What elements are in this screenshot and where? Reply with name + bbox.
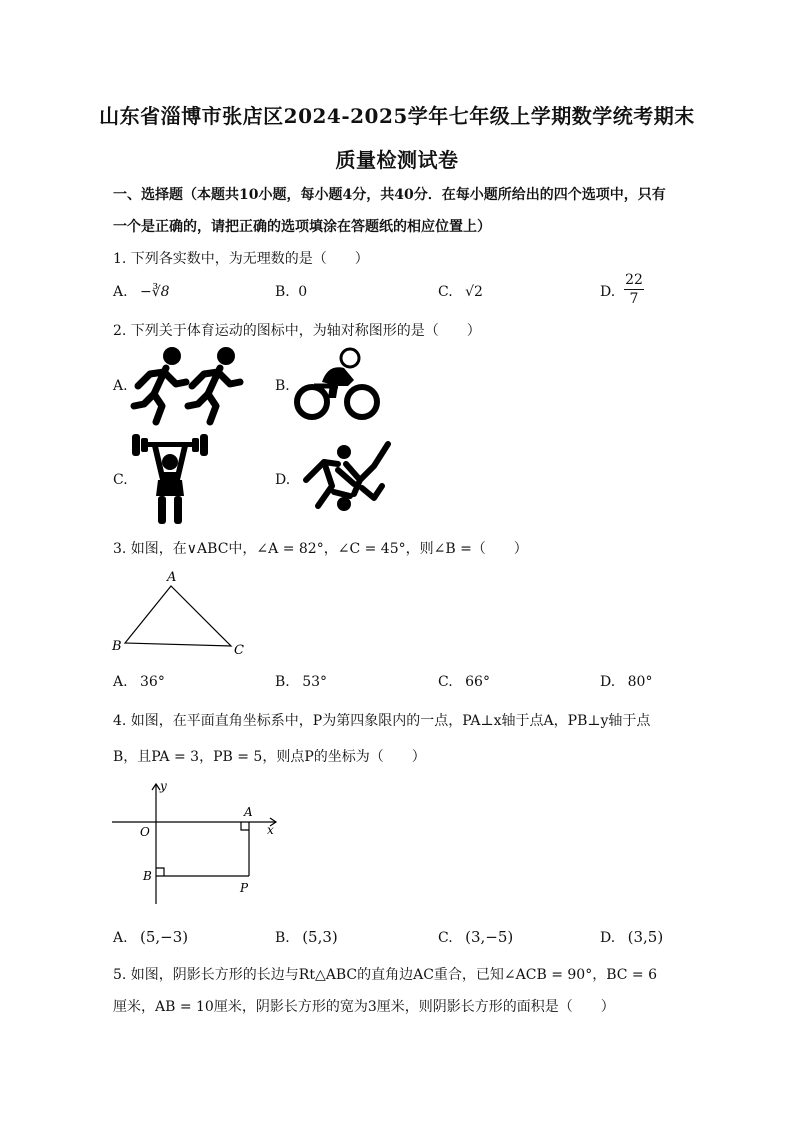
question-1-stem: 1. 下列各实数中，为无理数的是（ ） bbox=[113, 251, 369, 267]
question-4-line1: 4. 如图，在平面直角坐标系中，P为第四象限内的一点，PA⊥x轴于点A，PB⊥y轴于点 bbox=[113, 713, 651, 729]
question-2-stem: 2. 下列关于体育运动的图标中，为轴对称图形的是（ ） bbox=[113, 323, 481, 339]
weightlifter-icon bbox=[130, 430, 210, 526]
option-label: C. bbox=[438, 674, 453, 690]
fraction-denominator: 7 bbox=[629, 291, 639, 307]
triangle-abc-figure bbox=[110, 566, 260, 658]
fraction-bar bbox=[624, 289, 644, 290]
q1-option-b bbox=[275, 284, 307, 300]
option-text: √2 bbox=[465, 284, 483, 300]
question-3-stem: 3. 如图，在∨ABC中，∠A = 82°，∠C = 45°，则∠B =（ ） bbox=[113, 541, 528, 557]
wrestling-icon bbox=[298, 436, 394, 518]
option-label: C. bbox=[438, 930, 453, 946]
option-label: A. bbox=[113, 674, 128, 690]
coordinate-figure bbox=[110, 778, 290, 908]
q4-option-b bbox=[275, 928, 338, 946]
option-text: (3,−5) bbox=[465, 928, 514, 946]
option-text: 0 bbox=[298, 284, 308, 300]
question-5-line1: 5. 如图，阴影长方形的长边与Rt△ABC的直角边AC重合，已知∠ACB = 90°，BC = 6 bbox=[113, 967, 658, 983]
option-text: 66° bbox=[465, 674, 490, 690]
vertex-label-b: B bbox=[112, 639, 122, 654]
option-label: A. bbox=[113, 284, 128, 300]
q4-option-c bbox=[438, 928, 513, 946]
cyclist-icon bbox=[292, 346, 382, 422]
q1-option-d bbox=[600, 284, 615, 300]
q4-option-d bbox=[600, 928, 663, 946]
option-label: C. bbox=[438, 284, 453, 300]
q1-option-d-fraction bbox=[624, 272, 644, 307]
q2-option-b-label: B. bbox=[275, 378, 290, 394]
section-heading-line2: 一个是正确的，请把正确的选项填涂在答题纸的相应位置上） bbox=[113, 219, 491, 235]
option-label: D. bbox=[600, 284, 616, 300]
question-4-line2: B，且PA = 3，PB = 5，则点P的坐标为（ ） bbox=[113, 749, 426, 765]
origin-label: O bbox=[140, 825, 150, 839]
option-text: −∛8 bbox=[140, 284, 170, 300]
q4-option-a bbox=[113, 928, 188, 946]
q3-option-d bbox=[600, 674, 652, 690]
option-label: B. bbox=[275, 284, 290, 300]
q2-option-c-label: C. bbox=[113, 472, 128, 488]
question-5-line2: 厘米，AB = 10厘米，阴影长方形的宽为3厘米，则阴影长方形的面积是（ ） bbox=[113, 999, 615, 1015]
option-text: (3,5) bbox=[627, 928, 664, 946]
q2-option-a-label: A. bbox=[113, 378, 128, 394]
axis-label-x: x bbox=[267, 823, 274, 837]
point-label-a: A bbox=[244, 805, 253, 819]
q3-option-b bbox=[275, 674, 327, 690]
q1-option-a bbox=[113, 284, 170, 300]
option-text: 36° bbox=[140, 674, 165, 690]
point-label-b: B bbox=[143, 869, 152, 883]
fraction-numerator: 22 bbox=[625, 272, 643, 288]
q1-option-c bbox=[438, 284, 483, 300]
option-text: 80° bbox=[627, 674, 653, 690]
option-text: 53° bbox=[302, 674, 328, 690]
runners-icon bbox=[130, 344, 250, 426]
option-label: D. bbox=[600, 674, 616, 690]
option-text: (5,−3) bbox=[140, 928, 189, 946]
q3-option-a bbox=[113, 674, 165, 690]
option-label: B. bbox=[275, 930, 290, 946]
option-text: (5,3) bbox=[302, 928, 338, 946]
vertex-label-c: C bbox=[234, 643, 244, 658]
q3-option-c bbox=[438, 674, 490, 690]
q2-option-d-label: D. bbox=[275, 472, 291, 488]
exam-title-line2: 质量检测试卷 bbox=[335, 148, 459, 172]
option-label: B. bbox=[275, 674, 290, 690]
vertex-label-a: A bbox=[167, 570, 177, 585]
point-label-p: P bbox=[240, 881, 249, 895]
exam-title-line1: 山东省淄博市张店区2024-2025学年七年级上学期数学统考期末 bbox=[99, 104, 695, 128]
section-heading-line1: 一、选择题（本题共10小题，每小题4分，共40分．在每小题所给出的四个选项中，只有 bbox=[113, 187, 666, 203]
axis-label-y: y bbox=[160, 779, 167, 793]
option-label: D. bbox=[600, 930, 616, 946]
option-label: A. bbox=[113, 930, 128, 946]
